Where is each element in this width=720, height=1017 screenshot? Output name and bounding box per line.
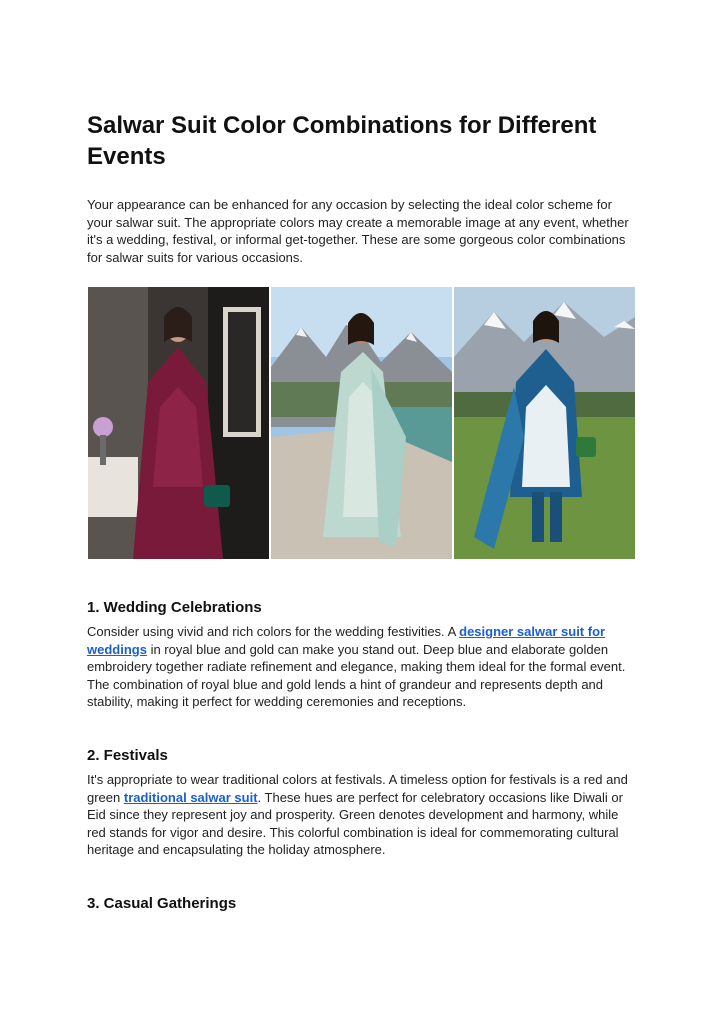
- photo-mint-suit: [271, 287, 452, 559]
- section-heading-festivals: 2. Festivals: [87, 747, 168, 764]
- page-title: Salwar Suit Color Combinations for Different Events: [87, 112, 597, 170]
- paragraph-text: Consider using vivid and rich colors for the wedding festivities. A: [87, 624, 460, 639]
- photo-maroon-suit: [88, 287, 269, 559]
- paragraph-text: in royal blue and gold can make you stand out. Deep blue and elaborate golden embroidery together radiate refinement and elegance, making them ideal for the formal event. The combination of royal blue and gold lends a hint of grandeur and represents depth and stability, making it perfect for wedding ceremonies and receptions.: [87, 641, 626, 709]
- section-paragraph-wedding: [87, 623, 637, 711]
- paragraph-text: . These hues are perfect for celebratory occasions like Diwali or Eid since they represent joy and prosperity. Green denotes development and harmony, while red stands for vigor and desire. This colorful combination is ideal for commemorating cultural heritage and encapsulating the holiday atmosphere.: [87, 789, 623, 857]
- designer-salwar-suit-link[interactable]: designer salwar suit for weddings: [87, 624, 606, 657]
- intro-paragraph: Your appearance can be enhanced for any occasion by selecting the ideal color scheme for your salwar suit. The appropriate colors may create a memorable image at any event, whether it's a wedding, festival, or informal get-together. These are some gorgeous color combinations for salwar suits for various occasions.: [87, 197, 629, 265]
- traditional-salwar-suit-link[interactable]: traditional salwar suit: [123, 789, 258, 805]
- section-paragraph-festivals: [87, 771, 637, 859]
- section-heading-wedding: 1. Wedding Celebrations: [87, 599, 262, 616]
- section-heading-casual: 3. Casual Gatherings: [87, 895, 237, 912]
- salwar-suit-image-collage: [88, 287, 635, 559]
- photo-blue-suit: [454, 287, 635, 559]
- paragraph-text: It's appropriate to wear traditional colors at festivals. A timeless option for festivals is a red and green: [87, 772, 628, 805]
